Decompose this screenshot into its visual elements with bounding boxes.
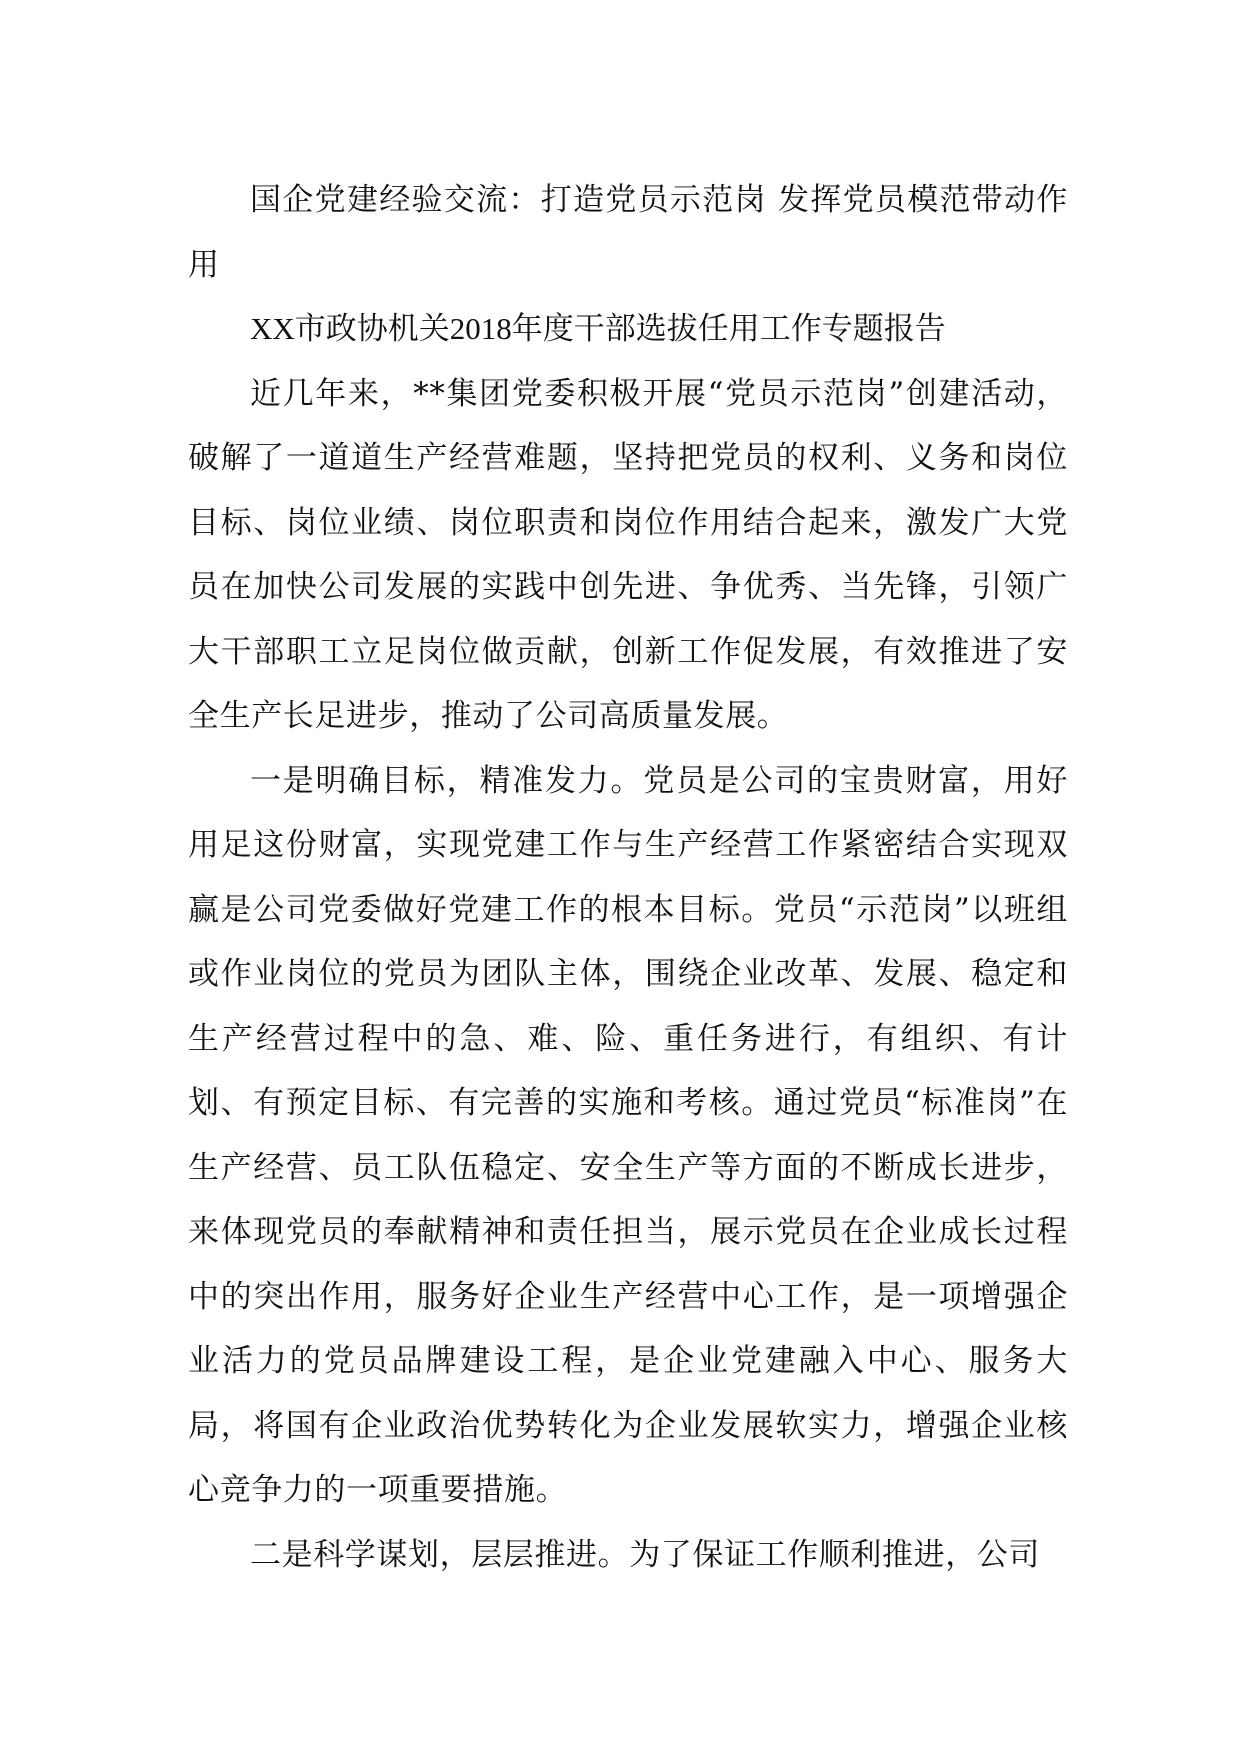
paragraph-goal: 一是明确目标，精准发力。党员是公司的宝贵财富，用好用足这份财富，实现党建工作与生产经营工作紧密结合实现双赢是公司党委做好党建工作的根本目标。党员“示范岗”以班组或作业岗位的党员为团队主体，围绕企业改革、发展、稳定和生产经营过程中的急、难、险、重任务进行，有组织、有计划、有预定目标、有完善的实施和考核。通过党员“标准岗”在生产经营、员工队伍稳定、安全生产等方面的不断成长进步，来体现党员的奉献精神和责任担当，展示党员在企业成长过程中的突出作用，服务好企业生产经营中心工作，是一项增强企业活力的党员品牌建设工程，是企业党建融入中心、服务大局，将国有企业政治优势转化为企业发展软实力，增强企业核心竞争力的一项重要措施。 xyxy=(188,762,1068,1508)
paragraph-planning: 二是科学谋划，层层推进。为了保证工作顺利推进，公司 xyxy=(250,1536,1040,1573)
document-subtitle: XX市政协机关2018年度干部选拔任用工作专题报告 xyxy=(250,311,946,346)
document-body xyxy=(188,168,1068,1587)
paragraph-intro: 近几年来，**集团党委积极开展“党员示范岗”创建活动，破解了一道道生产经营难题，坚持把党员的权利、义务和岗位目标、岗位业绩、岗位职责和岗位作用结合起来，激发广大党员在加快公司发展的实践中创先进、争优秀、当先锋，引领广大干部职工立足岗位做贡献，创新工作促发展，有效推进了安全生产长足进步，推动了公司高质量发展。 xyxy=(188,375,1068,734)
document-title: 国企党建经验交流：打造党员示范岗 发挥党员模范带动作用 xyxy=(188,182,1068,283)
